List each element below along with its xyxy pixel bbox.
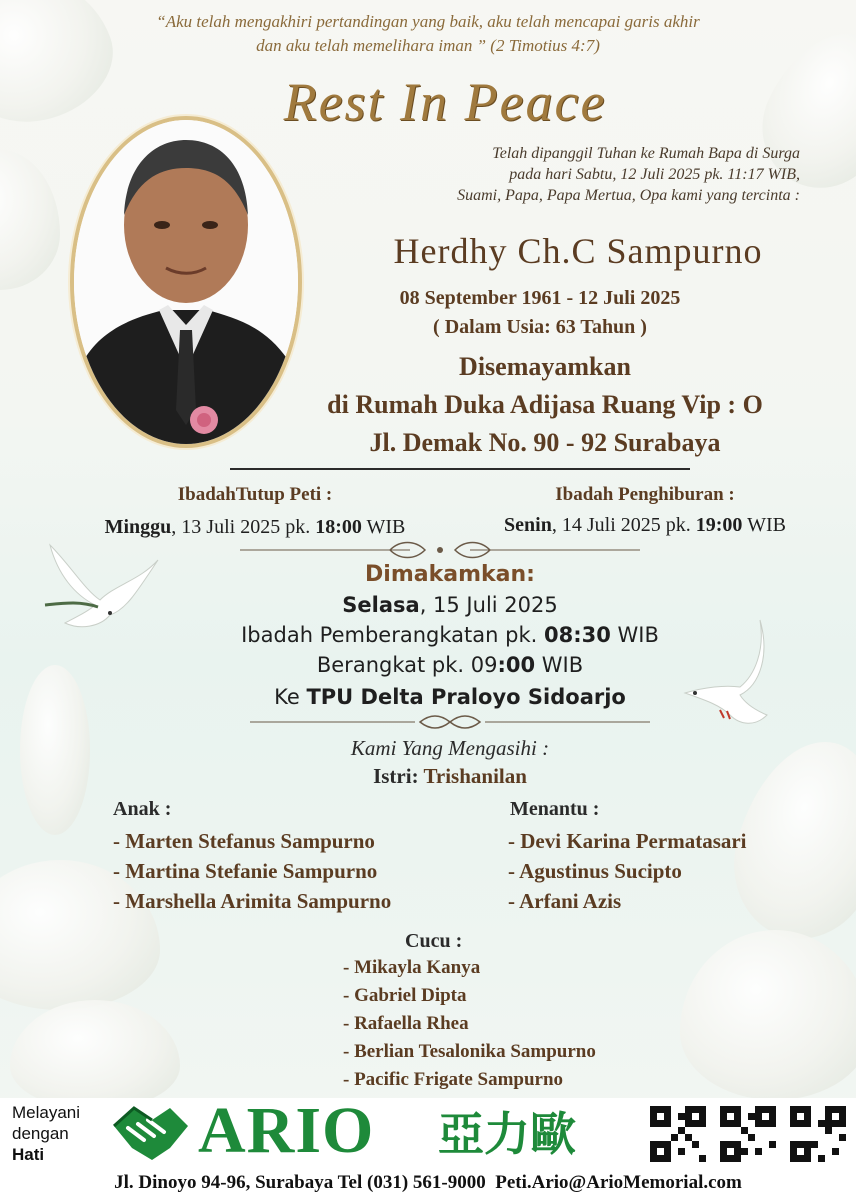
- tagline-line-1: Melayani: [12, 1103, 81, 1122]
- children-list: [113, 826, 391, 916]
- handshake-logo-icon: [108, 1100, 194, 1164]
- penghiburan-day: Senin: [504, 514, 552, 536]
- age: ( Dalam Usia: 63 Tahun ): [433, 316, 647, 338]
- list-item: - Agustinus Sucipto: [508, 859, 682, 883]
- inlaws-list: [508, 826, 747, 916]
- wife-label: Istri:: [373, 764, 424, 788]
- bible-verse: [60, 10, 796, 58]
- tutup-peti-date: , 13 Juli 2025 pk.: [171, 516, 316, 538]
- list-item: - Mikayla Kanya: [343, 957, 481, 978]
- intro-line-1: Telah dipanggil Tuhan ke Rumah Bapa di Surga: [492, 145, 800, 162]
- list-item: - Devi Karina Permatasari: [508, 829, 747, 853]
- penghiburan-time: 19:00: [695, 514, 743, 536]
- footer-address: Jl. Dinoyo 94-96, Surabaya Tel (031) 561-9000 Peti.Ario@ArioMemorial.com: [114, 1172, 742, 1193]
- grandchildren-list: [343, 954, 596, 1094]
- tutup-peti-day: Minggu: [104, 516, 172, 538]
- laid-in-state-heading: Disemayamkan: [459, 352, 631, 381]
- list-item: - Martina Stefanie Sampurno: [113, 859, 378, 883]
- burial-service-tz: WIB: [610, 623, 659, 647]
- list-item: - Berlian Tesalonika Sampurno: [343, 1041, 596, 1062]
- family-heading: Kami Yang Mengasihi :: [350, 736, 550, 760]
- qr-code-3-icon[interactable]: [790, 1106, 846, 1162]
- qr-code-2-icon[interactable]: [720, 1106, 776, 1162]
- burial-service-time-value: 08:30: [543, 623, 611, 647]
- grandchildren-title: Cucu :: [405, 930, 463, 952]
- portrait-frame: [70, 116, 302, 448]
- qr-code-1-icon[interactable]: [650, 1106, 706, 1162]
- burial-depart-time: [150, 650, 750, 680]
- list-item: - Arfani Azis: [508, 889, 622, 913]
- tagline-line-2: dengan: [12, 1124, 69, 1143]
- announcement-intro: [330, 143, 800, 206]
- inlaws-title: Menantu :: [510, 798, 600, 820]
- footer-tagline: [12, 1102, 80, 1165]
- burial-dest-prefix: Ke: [274, 685, 307, 709]
- list-item: - Rafaella Rhea: [343, 1013, 469, 1034]
- penghiburan-title: Ibadah Penghiburan :: [555, 484, 735, 505]
- ornament-divider-icon: [240, 540, 640, 560]
- life-dates: 08 September 1961 - 12 Juli 2025: [399, 287, 681, 309]
- burial-destination: [150, 682, 750, 712]
- burial-depart-prefix: Berangkat pk. 09: [316, 653, 498, 677]
- brand-name: ARIO: [198, 1094, 375, 1167]
- children-title: Anak :: [113, 798, 172, 820]
- tagline-line-3: Hati: [12, 1145, 45, 1164]
- wife-line: [250, 762, 650, 790]
- tutup-peti-time: 18:00: [315, 516, 362, 538]
- burial-dest-name: TPU Delta Praloyo Sidoarjo: [306, 685, 626, 709]
- list-item: - Gabriel Dipta: [343, 985, 467, 1006]
- penghiburan-tz: WIB: [742, 514, 786, 536]
- intro-line-3: Suami, Papa, Papa Mertua, Opa kami yang tercinta :: [457, 187, 800, 204]
- tutup-peti-tz: WIB: [361, 516, 406, 538]
- verse-line-2: dan aku telah memelihara iman ” (2 Timotius 4:7): [256, 36, 600, 55]
- list-item: - Marten Stefanus Sampurno: [113, 829, 375, 853]
- burial-date-text: , 15 Juli 2025: [419, 593, 558, 617]
- list-item: - Pacific Frigate Sampurno: [343, 1069, 564, 1090]
- list-item: - Marshella Arimita Sampurno: [113, 889, 392, 913]
- burial-service-prefix: Ibadah Pemberangkatan pk.: [241, 623, 544, 647]
- deceased-name: Herdhy Ch.C Sampurno: [393, 231, 763, 271]
- tutup-peti-title: IbadahTutup Peti :: [177, 484, 333, 505]
- wife-name: Trishanilan: [423, 764, 527, 788]
- penghiburan-schedule: [450, 511, 840, 539]
- burial-heading: Dimakamkan:: [365, 562, 535, 587]
- dove-left-icon: [40, 535, 160, 635]
- divider-line: [230, 468, 690, 470]
- burial-date: [200, 590, 700, 620]
- burial-service-time: [150, 620, 750, 650]
- verse-line-1: “Aku telah mengakhiri pertandingan yang baik, aku telah mencapai garis akhir: [156, 12, 700, 31]
- burial-depart-time-value: :00: [497, 653, 536, 677]
- brand-name-chinese: 亞力歐: [438, 1107, 576, 1161]
- portrait-photo: [74, 120, 298, 444]
- ornament-divider-2-icon: [250, 712, 650, 732]
- intro-line-2: pada hari Sabtu, 12 Juli 2025 pk. 11:17 WIB,: [509, 166, 800, 183]
- burial-day: Selasa: [342, 593, 420, 617]
- laid-in-state-place: di Rumah Duka Adijasa Ruang Vip : O: [327, 390, 763, 419]
- tutup-peti-schedule: [60, 513, 450, 541]
- penghiburan-date: , 14 Juli 2025 pk.: [551, 514, 696, 536]
- lily-left-middle: [20, 665, 90, 835]
- page-title: Rest In Peace: [283, 72, 607, 132]
- burial-depart-tz: WIB: [535, 653, 584, 677]
- laid-in-state-address: Jl. Demak No. 90 - 92 Surabaya: [369, 428, 721, 457]
